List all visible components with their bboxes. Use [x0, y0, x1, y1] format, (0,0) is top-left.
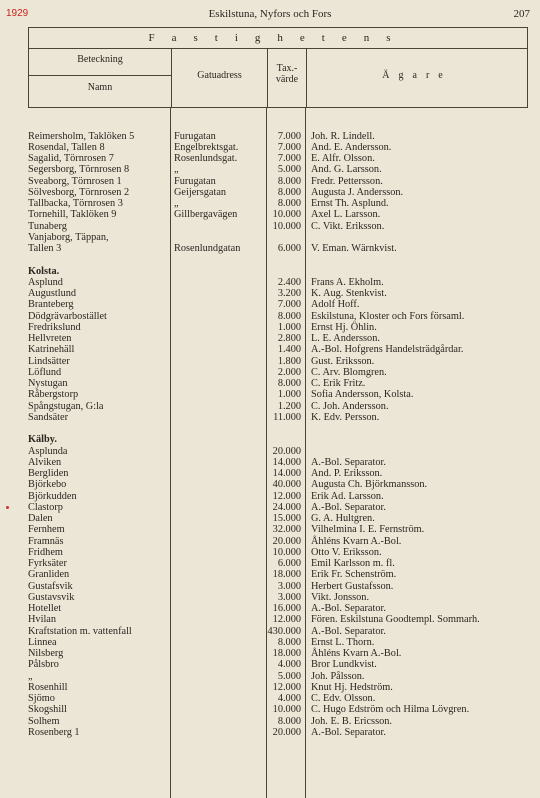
table-row: [28, 232, 528, 243]
spacer-row: [28, 423, 528, 434]
street-address: Furugatan: [174, 175, 216, 187]
property-name: Dalen: [28, 513, 53, 524]
owner-name: L. E. Andersson.: [311, 333, 380, 344]
table-row: [28, 389, 528, 400]
table-row: [28, 277, 528, 288]
owner-name: Bror Lundkvist.: [311, 659, 377, 671]
property-name: Tallen 3: [28, 243, 62, 254]
property-table: [28, 27, 528, 738]
street-address: Geijersgatan: [174, 186, 227, 198]
property-name: Asplunda: [28, 445, 68, 457]
table-row: [28, 637, 528, 648]
property-name: Spångstugan, G:la: [28, 400, 104, 412]
table-row: [28, 524, 528, 535]
table-row: [28, 659, 528, 670]
tax-value: 2.000: [277, 366, 301, 378]
property-name: Sjömo: [28, 693, 55, 704]
table-row: [28, 626, 528, 637]
owner-name: Fören. Eskilstuna Goodtempl. Sommarh.: [311, 614, 480, 626]
tax-value: 16.000: [272, 603, 301, 614]
owner-name: Joh. E. B. Ericsson.: [311, 715, 392, 727]
section-title: Kolsta.: [28, 265, 60, 277]
table-row: [28, 412, 528, 423]
col-namn: Namn: [87, 82, 113, 93]
table-row: [28, 457, 528, 468]
table-row: [28, 333, 528, 344]
tax-value: 1.000: [277, 321, 301, 333]
table-row: [28, 176, 528, 187]
table-row: [28, 299, 528, 310]
owner-name: Augusta J. Andersson.: [311, 186, 404, 198]
table-row: [28, 502, 528, 513]
tax-value: 7.000: [277, 141, 301, 153]
owner-name: C. Arv. Blomgren.: [311, 366, 387, 378]
section-title: Kälby.: [28, 434, 57, 446]
owner-name: Otto V. Eriksson.: [311, 546, 382, 558]
tax-value: 12.000: [272, 490, 301, 502]
property-name: Fernhem: [28, 524, 65, 536]
tax-value: 10.000: [272, 704, 301, 716]
owner-name: And. E. Andersson.: [311, 141, 392, 153]
tax-value: 8.000: [277, 715, 301, 727]
section-heading: [28, 434, 528, 445]
owner-name: Emil Karlsson m. fl.: [311, 558, 395, 569]
spacer-row: [28, 254, 528, 265]
property-name: Dödgrävarbostället: [28, 310, 107, 322]
property-name: Bergliden: [28, 468, 69, 479]
spacer-row: [28, 108, 528, 119]
table-row: [28, 378, 528, 389]
table-row: [28, 446, 528, 457]
property-name: Sölvesborg, Törnrosen 2: [28, 186, 130, 198]
tax-value: 6.000: [277, 558, 301, 569]
page-header: [0, 8, 540, 22]
property-name: Vanjaborg, Täppan,: [28, 231, 109, 243]
table-row: [28, 716, 528, 727]
table-row: [28, 558, 528, 569]
table-row: [28, 322, 528, 333]
property-name: Fyrksäter: [28, 558, 67, 569]
tax-value: 32.000: [272, 524, 301, 536]
tax-value: 12.000: [272, 681, 301, 693]
property-name: Tallbacka, Törnrosen 3: [28, 198, 123, 209]
table-row: [28, 311, 528, 322]
owner-name: A.-Bol. Separator.: [311, 726, 386, 738]
property-name: Lindsätter: [28, 355, 70, 367]
table-row: [28, 288, 528, 299]
tax-value: 5.000: [277, 670, 301, 682]
section-heading: [28, 266, 528, 277]
table-row: [28, 344, 528, 355]
owner-name: A.-Bol. Hofgrens Handelsträdgårdar.: [311, 344, 464, 356]
owner-name: K. Edv. Persson.: [311, 411, 380, 423]
property-name: Råbergstorp: [28, 389, 79, 401]
spacer-row: [28, 119, 528, 130]
tax-value: 7.000: [277, 153, 301, 164]
owner-name: Ernst L. Thorn.: [311, 636, 375, 648]
table-row: [28, 536, 528, 547]
property-name: Björkebo: [28, 479, 67, 491]
col-agare: Ägare: [382, 70, 452, 81]
tax-value: 8.000: [277, 310, 301, 322]
tax-value: 8.000: [277, 186, 301, 198]
property-name: Tornehill, Taklöken 9: [28, 209, 117, 221]
table-row: [28, 704, 528, 715]
property-name: Rosenhill: [28, 681, 68, 693]
tax-value: 7.000: [277, 130, 301, 142]
property-name: Rosenberg 1: [28, 726, 80, 738]
table-row: [28, 468, 528, 479]
owner-name: Augusta Ch. Björkmansson.: [311, 479, 428, 491]
tax-value: 1.000: [277, 389, 301, 401]
owner-name: Herbert Gustafsson.: [311, 580, 394, 592]
property-name: Segersborg, Törnrosen 8: [28, 164, 130, 176]
table-row: [28, 648, 528, 659]
tax-value: 3.000: [277, 591, 301, 603]
property-name: Linnea: [28, 636, 57, 648]
street-address: Gillbergavägen: [174, 209, 238, 221]
year-stamp: 1929: [6, 8, 29, 19]
tax-value: 3.000: [277, 580, 301, 592]
table-row: [28, 479, 528, 490]
property-name: „: [28, 670, 33, 682]
table-banner: Fastighetens: [28, 27, 528, 49]
owner-name: Åhléns Kvarn A.-Bol.: [311, 648, 402, 659]
property-name: Hvilan: [28, 614, 57, 626]
owner-name: Ernst Hj. Öhlin.: [311, 321, 377, 333]
tax-value: 5.000: [277, 164, 301, 176]
table-row: [28, 356, 528, 367]
street-address: Furugatan: [174, 130, 216, 142]
table-row: [28, 243, 528, 254]
owner-name: Erik Ad. Larsson.: [311, 490, 384, 502]
owner-name: K. Aug. Stenkvist.: [311, 288, 387, 299]
table-row: [28, 581, 528, 592]
owner-name: And. P. Eriksson.: [311, 468, 383, 479]
owner-name: A.-Bol. Separator.: [311, 625, 386, 637]
property-name: Nystugan: [28, 378, 68, 389]
tax-value: 15.000: [272, 513, 301, 524]
owner-name: Gust. Eriksson.: [311, 355, 375, 367]
table-row: [28, 513, 528, 524]
tax-value: 18.000: [272, 648, 301, 659]
table-row: [28, 209, 528, 220]
owner-name: C. Hugo Edström och Hilma Lövgren.: [311, 704, 470, 716]
header-subdivider: [29, 75, 171, 76]
street-address: Rosenlundsgat.: [174, 153, 238, 164]
property-name: Alviken: [28, 456, 62, 468]
table-row: [28, 671, 528, 682]
table-row: [28, 682, 528, 693]
table-row: [28, 693, 528, 704]
owner-name: Fredr. Pettersson.: [311, 175, 383, 187]
page-number: 207: [513, 8, 530, 20]
table-row: [28, 569, 528, 580]
owner-name: C. Joh. Andersson.: [311, 400, 389, 412]
property-name: Clastorp: [28, 501, 63, 513]
tax-value: 14.000: [272, 456, 301, 468]
table-row: [28, 221, 528, 232]
table-row: [28, 131, 528, 142]
tax-value: 8.000: [277, 198, 301, 209]
property-name: Kraftstation m. vattenfall: [28, 625, 132, 637]
table-row: [28, 142, 528, 153]
property-name: Sandsäter: [28, 411, 69, 423]
owner-name: A.-Bol. Separator.: [311, 501, 386, 513]
property-name: Solhem: [28, 715, 60, 727]
property-name: Pålsbro: [28, 659, 59, 671]
col-taxvarde: Tax.- värde: [275, 63, 299, 85]
tax-value: 14.000: [272, 468, 301, 479]
tax-value: 4.000: [277, 659, 301, 671]
tax-value: 8.000: [277, 636, 301, 648]
tax-value: 10.000: [272, 220, 301, 232]
owner-name: E. Alfr. Olsson.: [311, 153, 375, 164]
property-name: Gustafsvik: [28, 580, 73, 592]
tax-value: 24.000: [272, 501, 301, 513]
property-name: Skogshill: [28, 704, 67, 716]
property-name: Rosendal, Tallen 8: [28, 141, 105, 153]
owner-name: Ernst Th. Asplund.: [311, 198, 389, 209]
margin-dot: [6, 506, 9, 509]
tax-value: 20.000: [272, 535, 301, 547]
table-row: [28, 367, 528, 378]
property-name: Nilsberg: [28, 648, 64, 659]
property-name: Löflund: [28, 366, 62, 378]
tax-value: 10.000: [272, 546, 301, 558]
tax-value: 8.000: [277, 378, 301, 389]
property-name: Hellvreten: [28, 333, 72, 344]
tax-value: 20.000: [272, 445, 301, 457]
tax-value: 18.000: [272, 569, 301, 581]
owner-name: C. Edv. Olsson.: [311, 693, 376, 704]
property-name: Sveaborg, Törnrosen 1: [28, 175, 122, 187]
property-name: Hotellet: [28, 603, 62, 614]
property-name: Gustavsvik: [28, 591, 75, 603]
table-row: [28, 164, 528, 175]
property-name: Granliden: [28, 569, 70, 581]
table-body: [28, 108, 528, 738]
owner-name: Frans A. Ekholm.: [311, 276, 384, 288]
owner-name: A.-Bol. Separator.: [311, 603, 386, 614]
owner-name: Åhléns Kvarn A.-Bol.: [311, 535, 402, 547]
owner-name: Eskilstuna, Kloster och Fors församl.: [311, 310, 465, 322]
tax-value: 8.000: [277, 175, 301, 187]
property-name: Fredrikslund: [28, 321, 81, 333]
property-name: Augustlund: [28, 288, 77, 299]
table-row: [28, 153, 528, 164]
table-row: [28, 614, 528, 625]
owner-name: Vikt. Jonsson.: [311, 591, 370, 603]
owner-name: V. Eman. Wärnkvist.: [311, 243, 397, 254]
property-name: Katrinehäll: [28, 344, 75, 356]
street-address: Engelbrektsgat.: [174, 141, 239, 153]
owner-name: Knut Hj. Hedström.: [311, 681, 393, 693]
table-row: [28, 187, 528, 198]
table-row: [28, 198, 528, 209]
table-row: [28, 491, 528, 502]
property-name: Björkudden: [28, 490, 77, 502]
table-row: [28, 603, 528, 614]
tax-value: 2.800: [277, 333, 301, 344]
tax-value: 20.000: [272, 726, 301, 738]
owner-name: C. Erik Fritz.: [311, 378, 366, 389]
owner-name: A.-Bol. Separator.: [311, 456, 386, 468]
column-headers: [28, 49, 528, 108]
property-name: Tunaberg: [28, 220, 67, 232]
property-name: Branteberg: [28, 299, 74, 311]
street-address: Rosenlundgatan: [174, 243, 241, 254]
owner-name: C. Vikt. Eriksson.: [311, 220, 385, 232]
tax-value: 1.200: [277, 400, 301, 412]
owner-name: G. A. Hultgren.: [311, 513, 375, 524]
tax-value: 4.000: [277, 693, 301, 704]
owner-name: Sofia Andersson, Kolsta.: [311, 389, 414, 401]
tax-value: 40.000: [272, 479, 301, 491]
street-address: „: [174, 198, 179, 209]
table-row: [28, 401, 528, 412]
tax-value: 10.000: [272, 209, 301, 221]
col-beteckning: Beteckning: [77, 54, 123, 65]
tax-value: 6.000: [277, 243, 301, 254]
table-row: [28, 727, 528, 738]
table-row: [28, 592, 528, 603]
property-name: Reimersholm, Taklöken 5: [28, 130, 135, 142]
tax-value: 11.000: [273, 411, 301, 423]
running-title: Eskilstuna, Nyfors och Fors: [208, 8, 332, 20]
property-name: Asplund: [28, 276, 63, 288]
owner-name: Joh. R. Lindell.: [311, 130, 375, 142]
property-name: Fridhem: [28, 546, 63, 558]
col-gatuadress: Gatuadress: [197, 70, 242, 81]
owner-name: Adolf Hoff.: [311, 299, 360, 311]
owner-name: Joh. Pålsson.: [311, 670, 365, 682]
tax-value: 3.200: [277, 288, 301, 299]
tax-value: 7.000: [277, 299, 301, 311]
owner-name: Axel L. Larsson.: [311, 209, 381, 221]
tax-value: 2.400: [277, 276, 301, 288]
owner-name: Vilhelmina I. E. Fernström.: [311, 524, 425, 536]
table-row: [28, 547, 528, 558]
tax-value: 1.800: [277, 355, 301, 367]
street-address: „: [174, 164, 179, 176]
property-name: Sagalid, Törnrosen 7: [28, 153, 114, 164]
tax-value: 1.400: [277, 344, 301, 356]
owner-name: Erik Fr. Schenström.: [311, 569, 397, 581]
tax-value: 430.000: [267, 625, 301, 637]
tax-value: 12.000: [272, 614, 301, 626]
property-name: Framnäs: [28, 535, 64, 547]
owner-name: And. G. Larsson.: [311, 164, 382, 176]
